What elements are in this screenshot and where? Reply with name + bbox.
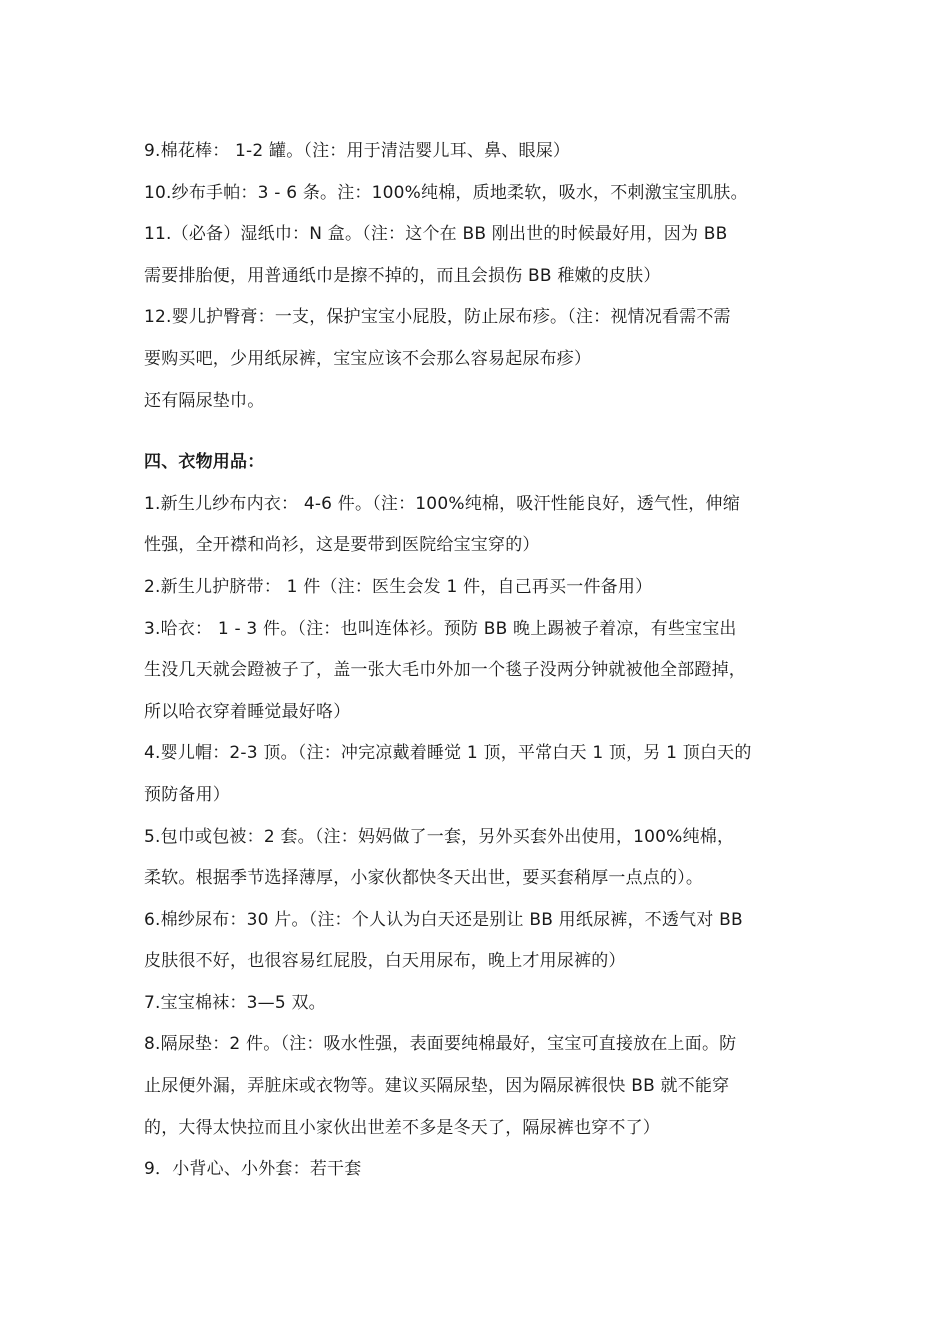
list-item-continuation: 的，大得太快拉而且小家伙出世差不多是冬天了，隔尿裤也穿不了）: [144, 1117, 660, 1138]
list-item: 8.隔尿垫：2 件。（注：吸水性强，表面要纯棉最好，宝宝可直接放在上面。防: [144, 1034, 737, 1055]
list-item-continuation: 柔软。根据季节选择薄厚，小家伙都快冬天出世，要买套稍厚一点点的）。: [144, 868, 704, 889]
document-page: [144, 131, 814, 1191]
list-item: 7.宝宝棉袜：3—5 双。: [144, 992, 326, 1013]
list-item: 9．小背心、小外套：若干套: [144, 1159, 362, 1180]
list-item: 12.婴儿护臀膏：一支，保护宝宝小屁股，防止尿布疹。（注：视情况看需不需: [144, 307, 731, 328]
list-item-continuation: 性强，全开襟和尚衫，这是要带到医院给宝宝穿的）: [144, 535, 540, 556]
section-heading: 四、衣物用品：: [144, 452, 265, 473]
list-item-continuation: 止尿便外漏，弄脏床或衣物等。建议买隔尿垫，因为隔尿裤很快 BB 就不能穿: [144, 1076, 730, 1097]
list-item-continuation: 需要排胎便，用普通纸巾是擦不掉的，而且会损伤 BB 稚嫩的皮肤）: [144, 265, 661, 286]
list-item: 3.哈衣： 1 - 3 件。（注：也叫连体衫。预防 BB 晚上踢被子着凉，有些宝宝出: [144, 618, 737, 639]
list-section-clothing: [144, 484, 814, 1191]
list-item-continuation: 要购买吧，少用纸尿裤，宝宝应该不会那么容易起尿布疹）: [144, 348, 592, 369]
list-item: 9.棉花棒： 1-2 罐。（注：用于清洁婴儿耳、鼻、眼屎）: [144, 141, 571, 161]
list-item-continuation: 预防备用）: [144, 784, 230, 805]
list-item-continuation: 所以哈衣穿着睡觉最好咯）: [144, 701, 351, 722]
list-item-continuation: 皮肤很不好，也很容易红屁股，白天用尿布，晚上才用尿裤的）: [144, 951, 626, 972]
list-item: 2.新生儿护脐带： 1 件（注：医生会发 1 件，自己再买一件备用）: [144, 576, 653, 597]
list-section-previous: [144, 131, 814, 422]
list-item: 6.棉纱尿布：30 片。（注：个人认为白天还是别让 BB 用纸尿裤，不透气对 BB: [144, 909, 743, 930]
list-item: 1.新生儿纱布内衣： 4-6 件。（注：100%纯棉，吸汗性能良好，透气性，伸缩: [144, 493, 740, 514]
list-note: 还有隔尿垫巾。: [144, 390, 265, 411]
list-item: 5.包巾或包被：2 套。（注：妈妈做了一套，另外买套外出使用，100%纯棉，: [144, 826, 735, 847]
list-item: 4.婴儿帽：2-3 顶。（注：冲完凉戴着睡觉 1 顶，平常白天 1 顶，另 1 顶白天的: [144, 743, 752, 764]
list-item-continuation: 生没几天就会蹬被子了，盖一张大毛巾外加一个毯子没两分钟就被他全部蹬掉，: [144, 660, 746, 681]
list-item: 10.纱布手帕：3 - 6 条。注：100%纯棉，质地柔软，吸水，不刺激宝宝肌肤。: [144, 182, 748, 203]
list-item: 11.（必备）湿纸巾：N 盒。（注：这个在 BB 刚出世的时候最好用，因为 BB: [144, 224, 728, 245]
